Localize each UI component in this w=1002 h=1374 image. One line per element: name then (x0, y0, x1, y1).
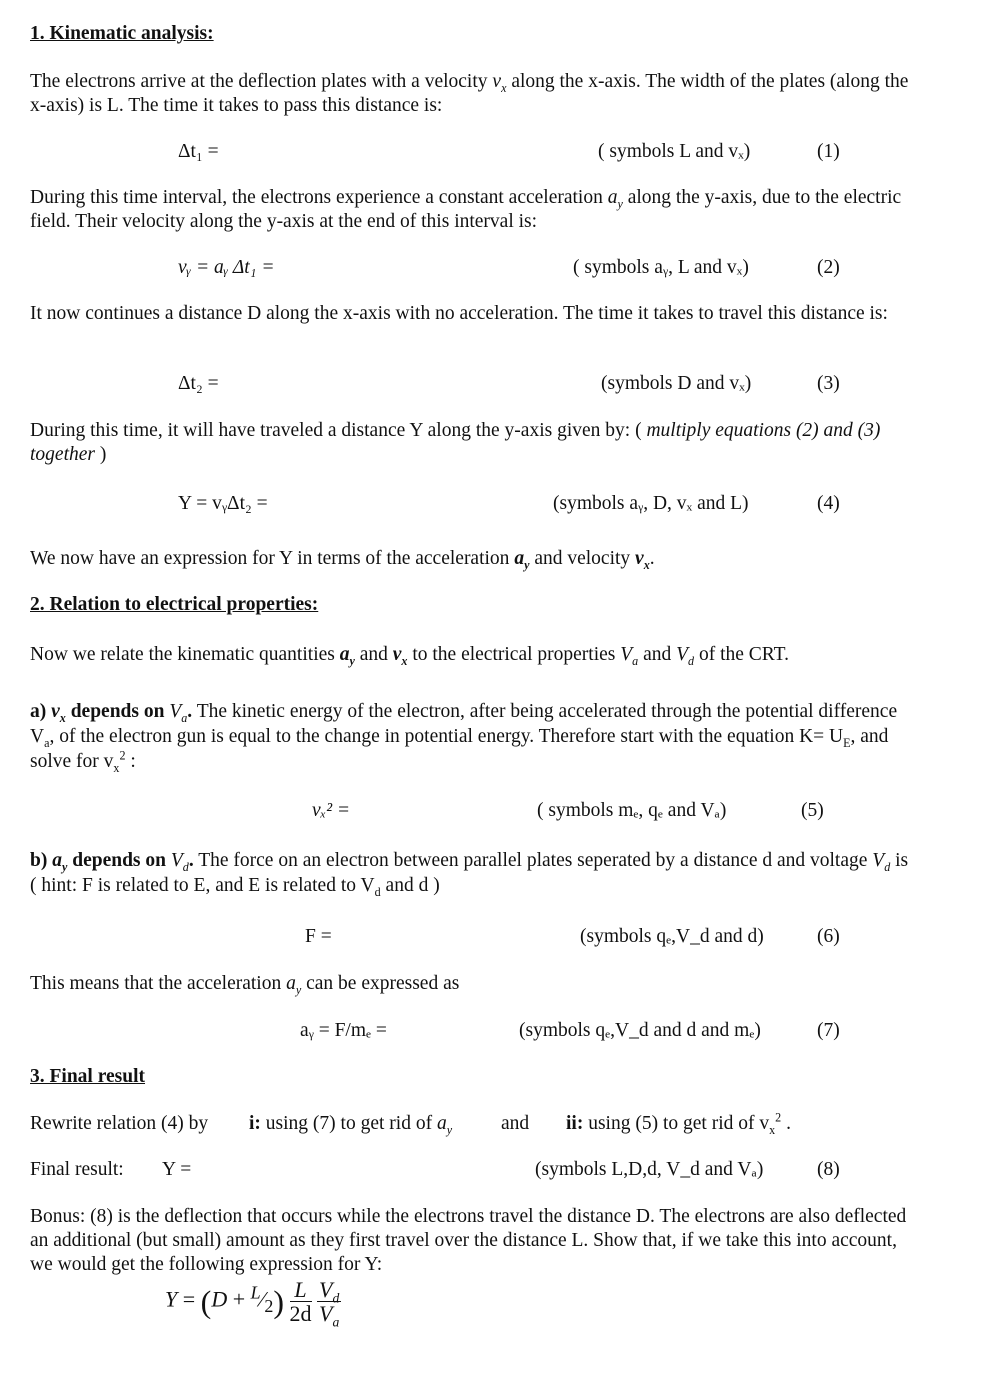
eq5-lhs: vₓ² = (312, 800, 351, 821)
rewrite-lead: Rewrite relation (4) by (30, 1113, 209, 1134)
part-b-paragraph: b) $a_y$ depends on $V_d$. The force on an electron between parallel plates seperated by a distance d and voltage $V_d$ is ( hint: F is related to E, and E is related to $V_d$ and d ) (30, 850, 909, 899)
paragraph-acceleration: During this time interval, the electrons experience a constant acceleration $a_y$ along the y-axis, due to the electric field. Their velocity along the y-axis at the end of this interval is: (30, 187, 902, 232)
eq8-symbols: (symbols L,D,d, V_d and Vₐ) (535, 1159, 764, 1180)
eq2-symbols: ( symbols aᵧ, L and vₓ) (573, 257, 749, 278)
eq6-symbols: (symbols qₑ,V_d and d) (580, 926, 764, 947)
eq4-symbols: (symbols aᵧ, D, vₓ and L) (553, 493, 749, 514)
eq6-number: (6) (817, 926, 840, 947)
eq4-lhs: Y = vᵧΔt₂ = (178, 493, 268, 514)
section-2-heading: 2. Relation to electrical properties: (30, 594, 319, 615)
paragraph-expression-y: We now have an expression for Y in terms of the acceleration $a_y$ and velocity $v_x$. (30, 548, 655, 572)
part-a-paragraph: a) $v_x$ depends on $V_a$. The kinetic energy of the electron, after being accelerated through the potential difference $V_a$, of the electron gun is equal to the change in potential energy. Therefore start with the equation $K= U_E$, and solve for $v_x^2$ : (30, 701, 898, 775)
eq1-number: (1) (817, 141, 840, 162)
section-3-heading: 3. Final result (30, 1066, 146, 1087)
eq3-symbols: (symbols D and vₓ) (601, 373, 752, 394)
eq3-lhs: Δt₂ = (178, 373, 219, 394)
bonus-fraction-Vd-over-Va: $\frac{V_d}{V_a}$ (319, 1277, 340, 1330)
rewrite-and: and (501, 1113, 530, 1134)
eq5-symbols: ( symbols mₑ, qₑ and Vₐ) (537, 800, 727, 821)
bonus-fraction-L-over-2d: $\frac{L}{2d}$ (289, 1277, 312, 1327)
rewrite-step-i: i: using (7) to get rid of $a_y$ (249, 1113, 453, 1137)
eq6-lhs: F = (305, 926, 332, 947)
eq2-lhs: vᵧ = aᵧ Δt₁ = (178, 257, 275, 278)
final-result-label: Final result: (30, 1159, 124, 1180)
eq7-symbols: (symbols qₑ,V_d and d and mₑ) (519, 1020, 761, 1041)
section-1-heading: 1. Kinematic analysis: (30, 23, 214, 44)
eq8-number: (8) (817, 1159, 840, 1180)
bonus-formula: $Y = (D + ^L⁄_2)$ $\frac{L}{2d}$ $\frac{V_d}{V_a}$ (165, 1277, 340, 1330)
intro-paragraph: The electrons arrive at the deflection plates with a velocity $v_x$ along the x-axis. The width of the plates (along the x-axis) is L. The time it takes to pass this distance is: (30, 71, 909, 116)
paragraph-distance-y: During this time, it will have traveled a distance Y along the y-axis given by: ( multiply equations (2) and (3) together ) (30, 420, 881, 465)
final-result-lhs: Y = (162, 1159, 192, 1180)
paragraph-relate: Now we relate the kinematic quantities $a_y$ and $v_x$ to the electrical properties $V_a$ and $V_d$ of the CRT. (30, 644, 789, 668)
rewrite-step-ii: ii: using (5) to get rid of $v_x^2$ . (566, 1110, 791, 1137)
eq7-number: (7) (817, 1020, 840, 1041)
eq5-number: (5) (801, 800, 824, 821)
bonus-paragraph: Bonus: (8) is the deflection that occurs while the electrons travel the distance D. The electrons are also deflected an additional (but small) amount as they first travel over the distance L. Show that, if we take this into account, we would get the following expression for Y: (30, 1206, 907, 1275)
eq7-lhs: aᵧ = F/mₑ = (300, 1020, 387, 1041)
eq2-number: (2) (817, 257, 840, 278)
eq3-number: (3) (817, 373, 840, 394)
eq1-symbols: ( symbols L and vₓ) (598, 141, 751, 162)
eq1-lhs: Δt₁ = (178, 141, 219, 162)
paragraph-acceleration-expressed: This means that the acceleration $a_y$ can be expressed as (30, 973, 460, 997)
eq4-number: (4) (817, 493, 840, 514)
paragraph-no-acceleration: It now continues a distance D along the x-axis with no acceleration. The time it takes to travel this distance is: (30, 303, 888, 324)
